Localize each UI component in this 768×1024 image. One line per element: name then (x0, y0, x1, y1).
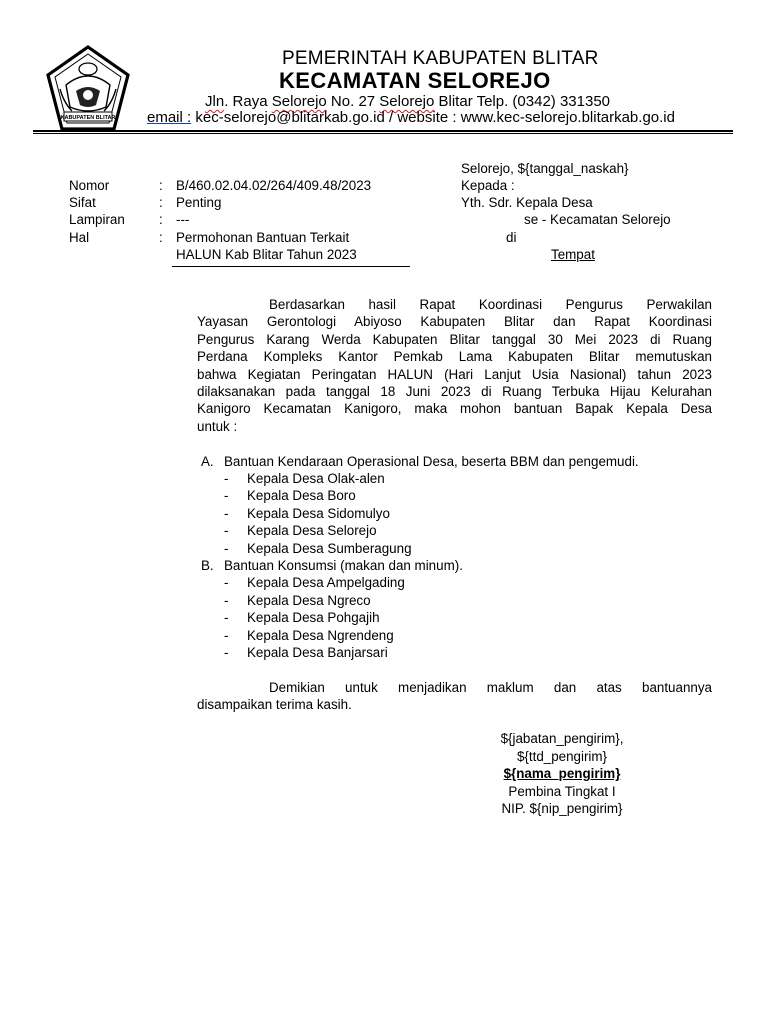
list-item: Kepala Desa Sidomulyo (247, 506, 390, 521)
body-line: Kanigoro Kecamatan Kanigoro, maka mohon bantuan Bapak Kepala Desa (197, 401, 712, 417)
meta-value-hal-line2: HALUN Kab Blitar Tahun 2023 (176, 247, 357, 262)
signature-nip: NIP. ${nip_pengirim} (501, 801, 623, 816)
signature-block (466, 730, 658, 818)
address-selorejo-2: Selorejo (379, 93, 435, 110)
recipient-yth: Yth. Sdr. Kepala Desa (461, 195, 593, 210)
list-b-title: Bantuan Konsumsi (makan dan minum). (224, 558, 463, 573)
address-selorejo-1: Selorejo (271, 93, 327, 110)
body-line: untuk : (197, 418, 238, 434)
meta-value-nomor: B/460.02.04.02/264/409.48/2023 (176, 178, 372, 193)
list-dash: - (224, 593, 229, 608)
logo-caption: KABUPATEN BLITAR (60, 115, 116, 121)
kabupaten-blitar-emblem (46, 45, 130, 133)
recipient-se: se - Kecamatan Selorejo (524, 212, 671, 227)
address-number: No. 27 (326, 93, 380, 110)
closing-paragraph (197, 679, 712, 714)
email-address[interactable]: kec-selorejo@blitarkab.go.id (191, 109, 385, 126)
recipient-tempat: Tempat (551, 247, 595, 262)
meta-label-nomor: Nomor (69, 178, 110, 193)
meta-colon: : (159, 230, 163, 245)
list-item: Kepala Desa Ampelgading (247, 575, 405, 590)
letterhead-address (205, 93, 610, 110)
body-line: Berdasarkan hasil Rapat Koordinasi Pengurus Perwakilan (269, 297, 712, 312)
meta-label-lampiran: Lampiran (69, 212, 125, 227)
signature-rank: Pembina Tingkat I (508, 783, 616, 799)
list-a-marker: A. (201, 454, 214, 469)
list-dash: - (224, 506, 229, 521)
body-line: dilaksanakan pada tanggal 18 Juni 2023 di Ruang Terbuka Hijau Kelurahan (197, 383, 712, 399)
meta-value-sifat: Penting (176, 195, 222, 210)
list-item: Kepala Desa Selorejo (247, 523, 377, 538)
closing-line: Demikian untuk menjadikan maklum dan atas bantuannya (269, 680, 712, 695)
meta-value-hal-line1: Permohonan Bantuan Terkait (176, 230, 350, 245)
address-phone: Blitar Telp. (0342) 331350 (434, 93, 611, 110)
list-dash: - (224, 541, 229, 556)
address-street: . Raya (224, 93, 272, 110)
body-paragraph (197, 296, 712, 435)
body-line: Yayasan Gerontologi Abiyoso Kabupaten Blitar dan Rapat Koordinasi (197, 314, 712, 330)
hal-underline-rule (172, 266, 410, 267)
signature-position: ${jabatan_pengirim}, (500, 731, 624, 746)
list-item: Kepala Desa Boro (247, 488, 356, 503)
website-address[interactable]: / website : www.kec-selorejo.blitarkab.go.id (384, 109, 675, 126)
list-dash: - (224, 523, 229, 538)
meta-colon: : (159, 195, 163, 210)
meta-label-sifat: Sifat (69, 195, 96, 210)
body-line: Pengurus Karang Werda Kabupaten Blitar tanggal 30 Mei 2023 di Ruang (197, 331, 712, 347)
place-date: Selorejo, ${tanggal_naskah} (461, 161, 629, 176)
recipient-di: di (506, 230, 517, 245)
list-item: Kepala Desa Olak-alen (247, 471, 385, 486)
letterhead-rule-thin (33, 133, 733, 134)
list-dash: - (224, 471, 229, 486)
email-label: email : (147, 109, 192, 126)
list-item: Kepala Desa Sumberagung (247, 541, 412, 556)
list-dash: - (224, 488, 229, 503)
meta-colon: : (159, 178, 163, 193)
body-line: Perdana Kompleks Kantor Pemkab Lama Kabupaten Blitar memutuskan (197, 349, 712, 365)
meta-colon: : (159, 212, 163, 227)
list-b-marker: B. (201, 558, 214, 573)
letterhead-government: PEMERINTAH KABUPATEN BLITAR (282, 48, 599, 69)
list-a-title: Bantuan Kendaraan Operasional Desa, beserta BBM dan pengemudi. (224, 454, 639, 469)
letterhead-contact (147, 109, 675, 126)
signature-mark: ${ttd_pengirim} (516, 748, 608, 764)
recipient-kepada: Kepada : (461, 178, 515, 193)
meta-value-lampiran: --- (176, 212, 190, 227)
body-line: bahwa Kegiatan Peringatan HALUN (Hari Lanjut Usia Nasional) tahun 2023 (197, 366, 712, 382)
address-jln: Jln (205, 93, 225, 110)
signature-name: ${nama_pengirim} (503, 766, 621, 781)
list-dash: - (224, 575, 229, 590)
letterhead-office: KECAMATAN SELOREJO (279, 68, 551, 93)
closing-line: disampaikan terima kasih. (197, 697, 352, 713)
meta-label-hal: Hal (69, 230, 90, 245)
list-dash: - (224, 645, 229, 660)
list-item: Kepala Desa Ngrendeng (247, 628, 394, 643)
list-dash: - (224, 610, 229, 625)
letterhead-rule-thick (33, 130, 733, 132)
list-item: Kepala Desa Pohgajih (247, 610, 380, 625)
list-item: Kepala Desa Ngreco (247, 593, 371, 608)
list-dash: - (224, 628, 229, 643)
list-item: Kepala Desa Banjarsari (247, 645, 388, 660)
